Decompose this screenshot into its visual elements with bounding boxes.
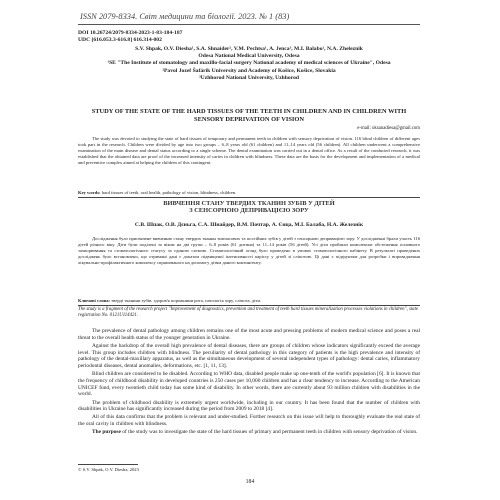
body-paragraph: Against the backdrop of the overall high prevalence of dental diseases, there are groups of children whose indicators significantly exceed the average level. This group includes children with blindness. The peculiarity of dental pathology in this category of patients is the high prevalence and intensity of pathology of the dental-maxillary apparatus, as well as the simultaneous development of several independent types of pathology: dental caries, inflammatory periodontal diseases, dental anomalies, deformations, etc. [1, 11, 13]. xyxy=(78,342,420,370)
body-paragraph: All of this data confirms that the problem is relevant and under-studied. Further research on this issue will help to thoroughly evaluate the real state of the oral cavity in children with blindness. xyxy=(78,414,420,428)
keywords-text-en: hard tissues of teeth, oral health, pathology of vision, blindness, children. xyxy=(100,190,237,195)
article-title-en: STUDY OF THE STATE OF THE HARD TISSUES OF THE TEETH IN CHILDREN AND IN CHILDREN WITH SENSORY DEPRIVATION OF VISION xyxy=(91,108,407,124)
keywords-label-ua: Ключові слова: xyxy=(78,298,111,303)
authors-ua: С.В. Шпак, О.В. Дєньга, С.А. Шнайдер, В.М. Почтар, А. Єнца, М.І. Балаба, Н.А. Железнік xyxy=(134,222,364,228)
author-names: S.V. Shpak, O.V. Diesha¹, S.A. Shnaider², V.M. Pechtsa¹, A. Jenca³, M.I. Balabo¹, N.A. Zheleznik xyxy=(135,46,363,52)
keywords-ua xyxy=(78,298,420,304)
abstract-ua: Дослідження було присвячене вивченню стану твердих тканин тимчасових та постійних зубів у дітей з сенсорною депривацією зору. У дослідженні брали участь 116 дітей різного віку. Діти були поділені за віком на дві групи – 6–8 років (61 дитина) та 11–14 років (56 дітей). Усі діти пройшли комплексне обстеження основного захворювання та стоматологічного статусу за єдиною схемою. Стоматологічний огляд було проведено в умовах стоматологічного кабінету. В результаті проведених досліджень було встановлено, що отримані дані є доказом підвищеної інтенсивності карієсу у дітей зі сліпотою. Ці дані є підґрунтям для розробки і впровадження лікувально-профілактичного комплексу спрямованого на допомогу дітям даного контингенту. xyxy=(78,236,420,265)
body-paragraph: Blind children are considered to be disabled. According to WHO data, disabled people make up one-tenth of the world's population [6]. It is known that the frequency of childhood disability in developed countries is 250 cases per 10,000 children and has a clear tendency to increase. According to the American UNICEF fund, every twentieth child today has some kind of disability. In other words, there are currently about 93 million children with disabilities in the world. xyxy=(78,371,420,398)
doi-block xyxy=(78,30,420,45)
body-paragraph-purpose xyxy=(78,429,420,436)
header-rule xyxy=(78,24,420,25)
section-divider xyxy=(78,197,420,198)
article-title-ua xyxy=(78,200,420,215)
keywords-label-en: Key words: xyxy=(78,190,101,195)
purpose-text: of the study was to investigate the state of the hard tissues of primary and permanent teeth in children with sensory deprivation of vision. xyxy=(120,429,418,436)
keywords-en xyxy=(78,190,420,196)
contact-email: e-mail: oksanadiesa@gmail.com xyxy=(357,126,420,131)
body-paragraph: The prevalence of dental pathology among children remains one of the most acute and pressing problems of modern medical science and poses a real threat to the overall health status of the younger generation in Ukraine. xyxy=(78,328,420,341)
keywords-text-ua: тверді тканини зубів, здоров'я порожнини рота, патологія зору, сліпота, діти. xyxy=(110,298,262,303)
abstract-en: The study was devoted to studying the state of hard tissues of temporary and permanent teeth in children with sensory deprivation of vision. 116 blind children of different ages took part in the research. Children were divided by age into two groups – 6–8 years old (61 children) and 11–14 years old (56 children). All children underwent a comprehensive examination of the main disease and dental status according to a single scheme. The dental examination was carried out in a dental office. As a result of the conducted research, it was established that the obtained data are proof of the increased intensity of caries in children with blindness. These data are the basis for the development and implementation of a medical and preventive complex aimed at helping the children of this contingent. xyxy=(78,136,420,166)
title-ua-line1: ВИВЧЕННЯ СТАНУ ТВЕРДИХ ТКАНИН ЗУБІВ У ДІТЕЙ xyxy=(163,200,335,207)
affiliation-3: ³Uzhhorod National University, Uzhhorod xyxy=(199,74,299,81)
project-note: The study is a fragment of the research project "Improvement of diagnostics, prevention and treatment of teeth hard tissues mineralization processes violations in children", state registration No. 0121U114421. xyxy=(78,307,419,319)
footer-rule xyxy=(78,464,138,465)
affiliation-2: ²Pavol Jozef Šafárik University and Academy of Košice, Košice, Slovakia xyxy=(162,67,336,74)
body-paragraph: The problem of childhood disability is extremely urgent worldwide, including in our country. It has been found that the number of children with disabilities in Ukraine has significantly increased during the period from 2009 to 2018 [4]. xyxy=(78,399,420,413)
affiliation-main: Odesa National Medical University, Odesa xyxy=(198,53,300,60)
copyright: © S.V. Shpak, O.V. Diesha, 2023 xyxy=(78,467,139,472)
doi-line: DOI 10.26724/2079-8334-2023-1-83-184-187 xyxy=(78,30,183,36)
udc-line: UDC [616.053.3-616.8] 616.314-002 xyxy=(78,37,162,44)
title-ua-line2: З СЕНСОРНОЮ ДЕПРИВАЦІЄЮ ЗОРУ xyxy=(189,207,309,215)
note-divider xyxy=(78,305,420,306)
authors-block xyxy=(78,46,420,82)
purpose-label: The purpose xyxy=(92,429,121,436)
journal-header: ISSN 2079-8334. Світ медицини та біології. 2023. № 1 (83) xyxy=(80,12,290,21)
body-text xyxy=(78,328,420,437)
page-number: 184 xyxy=(245,479,255,485)
affiliation-1: ¹SE "The Institute of stomatology and maxillo-facial surgery National academy of medical sciences of Ukraine", Odesa xyxy=(107,60,391,67)
